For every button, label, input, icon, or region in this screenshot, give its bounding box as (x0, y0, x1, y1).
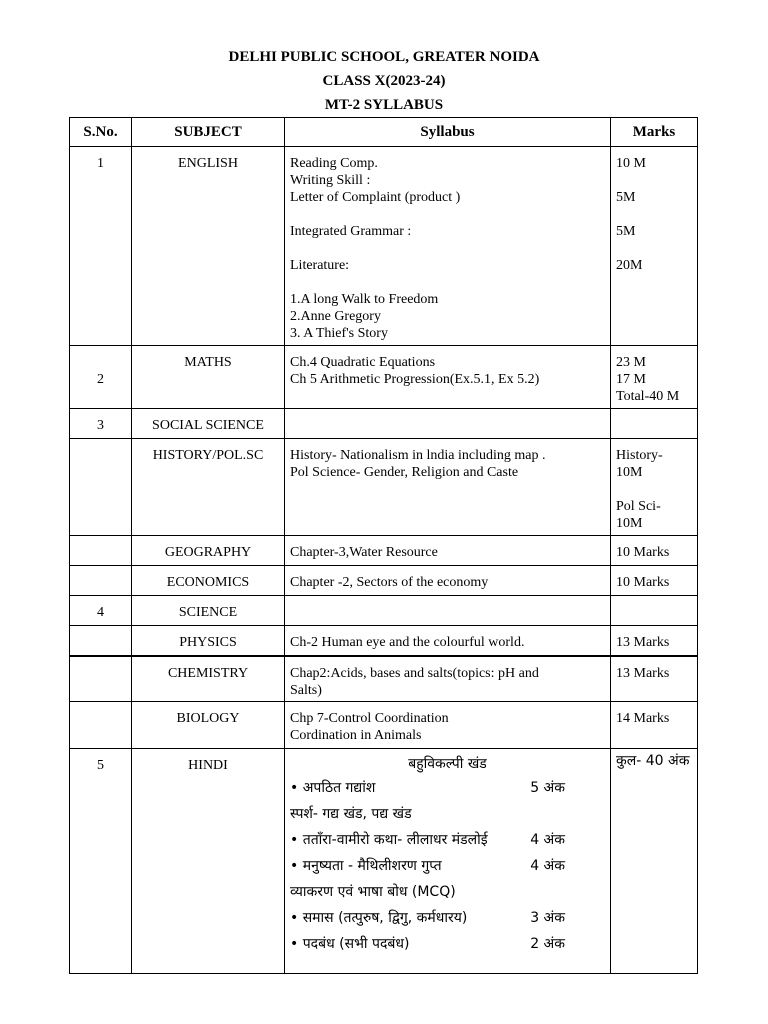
syllabus-title: MT-2 SYLLABUS (324, 97, 444, 113)
column-header-subject: SUBJECT (132, 118, 285, 147)
topic-marks: 3 अंक (530, 910, 565, 926)
syllabus-line: 1.A long Walk to Freedom (290, 292, 439, 307)
table-row-english (70, 147, 698, 346)
syllabus-cell (285, 147, 611, 346)
marks-cell: 13 Marks (611, 626, 698, 656)
list-item (290, 827, 605, 853)
school-name: DELHI PUBLIC SCHOOL, GREATER NOIDA (228, 49, 540, 65)
syllabus-line: Writing Skill : (290, 173, 371, 188)
syllabus-cell: Ch-2 Human eye and the colourful world. (285, 626, 611, 656)
table-row-history (70, 439, 698, 536)
sno-cell: 2 (70, 346, 132, 409)
subject-cell: HINDI (132, 749, 285, 974)
marks-line: 10 M (616, 156, 646, 171)
table-row-chemistry (70, 656, 698, 702)
subject-cell: SOCIAL SCIENCE (132, 409, 285, 439)
syllabus-line: Ch.4 Quadratic Equations (290, 355, 436, 370)
syllabus-cell (285, 749, 611, 974)
subject-cell: SCIENCE (132, 596, 285, 626)
marks-line: Pol Sci- (616, 499, 661, 514)
marks-line: 23 M (616, 355, 646, 370)
topic-marks: 5 अंक (530, 780, 565, 796)
subject-cell: PHYSICS (132, 626, 285, 656)
marks-cell (611, 346, 698, 409)
hindi-section-heading: बहुविकल्पी खंड (408, 756, 487, 772)
table-row-maths (70, 346, 698, 409)
syllabus-cell (285, 596, 611, 626)
table-row-physics (70, 626, 698, 656)
topic-label: • समास (तत्पुरुष, द्विगु, कर्मधारय) (290, 910, 468, 926)
table-row-hindi (70, 749, 698, 974)
hindi-section-heading: स्पर्श- गद्य खंड, पद्य खंड (290, 806, 412, 822)
table-row-social-science (70, 409, 698, 439)
sno-cell: 3 (70, 409, 132, 439)
column-header-syllabus: Syllabus (285, 118, 611, 147)
table-row-geography (70, 536, 698, 566)
class-title: CLASS X(2023-24) (322, 73, 446, 89)
marks-cell (611, 409, 698, 439)
syllabus-table (69, 117, 698, 974)
marks-line: 5M (616, 224, 636, 239)
syllabus-line: Chp 7-Control Coordination (290, 711, 449, 726)
topic-label: • तताँरा-वामीरो कथा- लीलाधर मंडलोई (290, 832, 488, 848)
marks-cell: 10 Marks (611, 536, 698, 566)
sno-cell (70, 656, 132, 702)
syllabus-cell (285, 439, 611, 536)
topic-marks: 4 अंक (530, 832, 565, 848)
syllabus-cell (285, 346, 611, 409)
syllabus-cell: Chapter-3,Water Resource (285, 536, 611, 566)
syllabus-cell (285, 702, 611, 749)
syllabus-line: Integrated Grammar : (290, 224, 412, 239)
marks-cell (611, 596, 698, 626)
list-item (290, 931, 605, 957)
sno-cell (70, 702, 132, 749)
syllabus-line: 2.Anne Gregory (290, 309, 381, 324)
syllabus-cell (285, 656, 611, 702)
marks-line: 10M (616, 516, 643, 531)
hindi-section-heading: व्याकरण एवं भाषा बोध (MCQ) (290, 884, 456, 900)
marks-line: Total-40 M (616, 389, 680, 404)
topic-marks: 4 अंक (530, 858, 565, 874)
subject-cell: BIOLOGY (132, 702, 285, 749)
subject-cell: CHEMISTRY (132, 656, 285, 702)
topic-label: • पदबंध (सभी पदबंध) (290, 936, 410, 952)
subject-cell: ENGLISH (132, 147, 285, 346)
list-item (290, 853, 605, 879)
syllabus-cell (285, 409, 611, 439)
topic-marks: 2 अंक (530, 936, 565, 952)
sno-cell: 1 (70, 147, 132, 346)
syllabus-line: Letter of Complaint (product ) (290, 190, 461, 205)
marks-cell (611, 147, 698, 346)
marks-line: 10M (616, 465, 643, 480)
sno-cell (70, 566, 132, 596)
marks-cell (611, 439, 698, 536)
marks-line: 20M (616, 258, 643, 273)
marks-line: History- (616, 448, 663, 463)
sno-cell: 5 (70, 749, 132, 974)
syllabus-cell: Chapter -2, Sectors of the economy (285, 566, 611, 596)
column-header-sno: S.No. (70, 118, 132, 147)
marks-cell: 10 Marks (611, 566, 698, 596)
syllabus-line: Ch 5 Arithmetic Progression(Ex.5.1, Ex 5.2) (290, 372, 540, 387)
sno-cell: 4 (70, 596, 132, 626)
syllabus-line: Literature: (290, 258, 350, 273)
syllabus-line: Reading Comp. (290, 156, 378, 171)
marks-line: 17 M (616, 372, 646, 387)
syllabus-line: History- Nationalism in lndia including map . (290, 448, 546, 463)
table-header-row (70, 118, 698, 147)
sno-cell (70, 439, 132, 536)
topic-label: • अपठित गद्यांश (290, 780, 376, 796)
subject-cell: MATHS (132, 346, 285, 409)
syllabus-line: Chap2:Acids, bases and salts(topics: pH and (290, 665, 539, 681)
table-row-economics (70, 566, 698, 596)
marks-cell: 14 Marks (611, 702, 698, 749)
marks-cell: कुल- 40 अंक (611, 749, 698, 974)
list-item (290, 905, 605, 931)
table-row-biology (70, 702, 698, 749)
syllabus-line: 3. A Thief's Story (290, 326, 388, 341)
subject-cell: ECONOMICS (132, 566, 285, 596)
syllabus-line: Cordination in Animals (290, 728, 422, 743)
subject-cell: GEOGRAPHY (132, 536, 285, 566)
syllabus-line: Salts) (290, 682, 322, 698)
subject-cell: HISTORY/POL.SC (132, 439, 285, 536)
marks-line: 5M (616, 190, 636, 205)
list-item (290, 775, 605, 801)
sno-cell (70, 536, 132, 566)
topic-label: • मनुष्यता - मैथिलीशरण गुप्त (290, 858, 442, 874)
table-row-science (70, 596, 698, 626)
column-header-marks: Marks (611, 118, 698, 147)
marks-cell: 13 Marks (611, 656, 698, 702)
syllabus-line: Pol Science- Gender, Religion and Caste (290, 465, 519, 480)
sno-cell (70, 626, 132, 656)
